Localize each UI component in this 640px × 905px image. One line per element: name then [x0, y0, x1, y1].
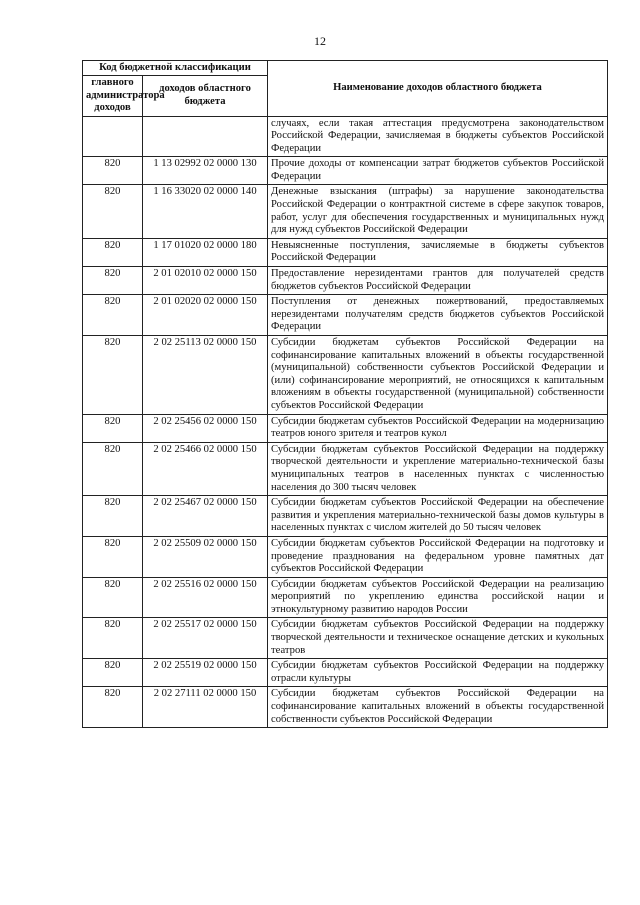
revenue-code-cell: 2 02 25519 02 0000 150 [143, 659, 268, 687]
revenue-code-cell: 2 02 27111 02 0000 150 [143, 687, 268, 728]
revenue-name-cell: Прочие доходы от компенсации затрат бюджетов субъектов Российской Федерации [268, 157, 608, 185]
header-regional-revenue-code: доходов областного бюджета [143, 76, 268, 117]
revenue-code-cell: 1 13 02992 02 0000 130 [143, 157, 268, 185]
admin-code-cell: 820 [83, 185, 143, 238]
admin-code-cell: 820 [83, 618, 143, 659]
page-number: 12 [314, 34, 326, 48]
revenue-code-cell: 2 02 25466 02 0000 150 [143, 442, 268, 495]
budget-classification-table [82, 60, 608, 728]
revenue-code-cell: 1 16 33020 02 0000 140 [143, 185, 268, 238]
revenue-name-cell: Субсидии бюджетам субъектов Российской Федерации на софинансирование капитальных вложений в объекты государственной собственности субъектов Российской Федерации [268, 687, 608, 728]
table-row [83, 295, 608, 336]
revenue-name-cell: Невыясненные поступления, зачисляемые в бюджеты субъектов Российской Федерации [268, 238, 608, 266]
revenue-name-cell: Субсидии бюджетам субъектов Российской Федерации на поддержку творческой деятельности и укрепление материально-технической базы муниципальных театров в населенных пунктах с численностью населения до 300 тысяч человек [268, 442, 608, 495]
revenue-name-cell: случаях, если такая аттестация предусмотрена законодательством Российской Федерации, зачисляемая в бюджеты субъектов Российской Федерации [268, 116, 608, 157]
table-row [83, 577, 608, 618]
admin-code-cell: 820 [83, 442, 143, 495]
revenue-name-cell: Субсидии бюджетам субъектов Российской Федерации на обеспечение развития и укрепления материально-технической базы домов культуры в населенных пунктах с числом жителей до 50 тысяч человек [268, 496, 608, 537]
header-classification-code: Код бюджетной классификации [83, 61, 268, 76]
revenue-name-cell: Субсидии бюджетам субъектов Российской Федерации на софинансирование капитальных вложений в объекты государственной (муниципальной) собственности субъектов Российской Федерации и (или) софинансирование мероприятий, не относящихся к капитальным вложениям в объекты государственной (муниципальной) собственности субъектов Российской Федерации [268, 336, 608, 415]
revenue-name-cell: Денежные взыскания (штрафы) за нарушение законодательства Российской Федерации о контрактной системе в сфере закупок товаров, работ, услуг для обеспечения государственных и муниципальных нужд для нужд субъектов Российской Федерации [268, 185, 608, 238]
header-main-administrator: главного администратора доходов [83, 76, 143, 117]
admin-code-cell: 820 [83, 659, 143, 687]
table-row [83, 336, 608, 415]
revenue-name-cell: Субсидии бюджетам субъектов Российской Федерации на поддержку творческой деятельности и техническое оснащение детских и кукольных театров [268, 618, 608, 659]
revenue-name-cell: Субсидии бюджетам субъектов Российской Федерации на подготовку и проведение празднования на федеральном уровне памятных дат субъектов Российской Федерации [268, 536, 608, 577]
revenue-code-cell: 2 02 25467 02 0000 150 [143, 496, 268, 537]
table-row [83, 238, 608, 266]
table-row [83, 496, 608, 537]
admin-code-cell: 820 [83, 267, 143, 295]
table-body [83, 116, 608, 728]
revenue-code-cell: 2 02 25516 02 0000 150 [143, 577, 268, 618]
table-row [83, 618, 608, 659]
revenue-code-cell [143, 116, 268, 157]
revenue-name-cell: Поступления от денежных пожертвований, предоставляемых нерезидентами получателям средств бюджетов субъектов Российской Федерации [268, 295, 608, 336]
revenue-code-cell: 2 02 25113 02 0000 150 [143, 336, 268, 415]
admin-code-cell: 820 [83, 295, 143, 336]
table-row [83, 185, 608, 238]
table-row [83, 687, 608, 728]
admin-code-cell: 820 [83, 157, 143, 185]
revenue-name-cell: Субсидии бюджетам субъектов Российской Федерации на модернизацию театров юного зрителя и театров кукол [268, 414, 608, 442]
admin-code-cell: 820 [83, 496, 143, 537]
revenue-code-cell: 1 17 01020 02 0000 180 [143, 238, 268, 266]
admin-code-cell: 820 [83, 687, 143, 728]
admin-code-cell: 820 [83, 238, 143, 266]
admin-code-cell: 820 [83, 336, 143, 415]
revenue-code-cell: 2 02 25509 02 0000 150 [143, 536, 268, 577]
revenue-code-cell: 2 02 25456 02 0000 150 [143, 414, 268, 442]
revenue-code-cell: 2 02 25517 02 0000 150 [143, 618, 268, 659]
revenue-name-cell: Предоставление нерезидентами грантов для получателей средств бюджетов субъектов Российской Федерации [268, 267, 608, 295]
table-row [83, 536, 608, 577]
table-row [83, 116, 608, 157]
admin-code-cell: 820 [83, 414, 143, 442]
revenue-code-cell: 2 01 02020 02 0000 150 [143, 295, 268, 336]
admin-code-cell [83, 116, 143, 157]
header-revenue-name: Наименование доходов областного бюджета [268, 61, 608, 117]
admin-code-cell: 820 [83, 536, 143, 577]
table-row [83, 659, 608, 687]
table-row [83, 267, 608, 295]
table-row [83, 157, 608, 185]
table-row [83, 414, 608, 442]
admin-code-cell: 820 [83, 577, 143, 618]
table-row [83, 442, 608, 495]
revenue-name-cell: Субсидии бюджетам субъектов Российской Федерации на поддержку отрасли культуры [268, 659, 608, 687]
revenue-name-cell: Субсидии бюджетам субъектов Российской Федерации на реализацию мероприятий по укреплению единства российской нации и этнокультурному развитию народов России [268, 577, 608, 618]
revenue-code-cell: 2 01 02010 02 0000 150 [143, 267, 268, 295]
